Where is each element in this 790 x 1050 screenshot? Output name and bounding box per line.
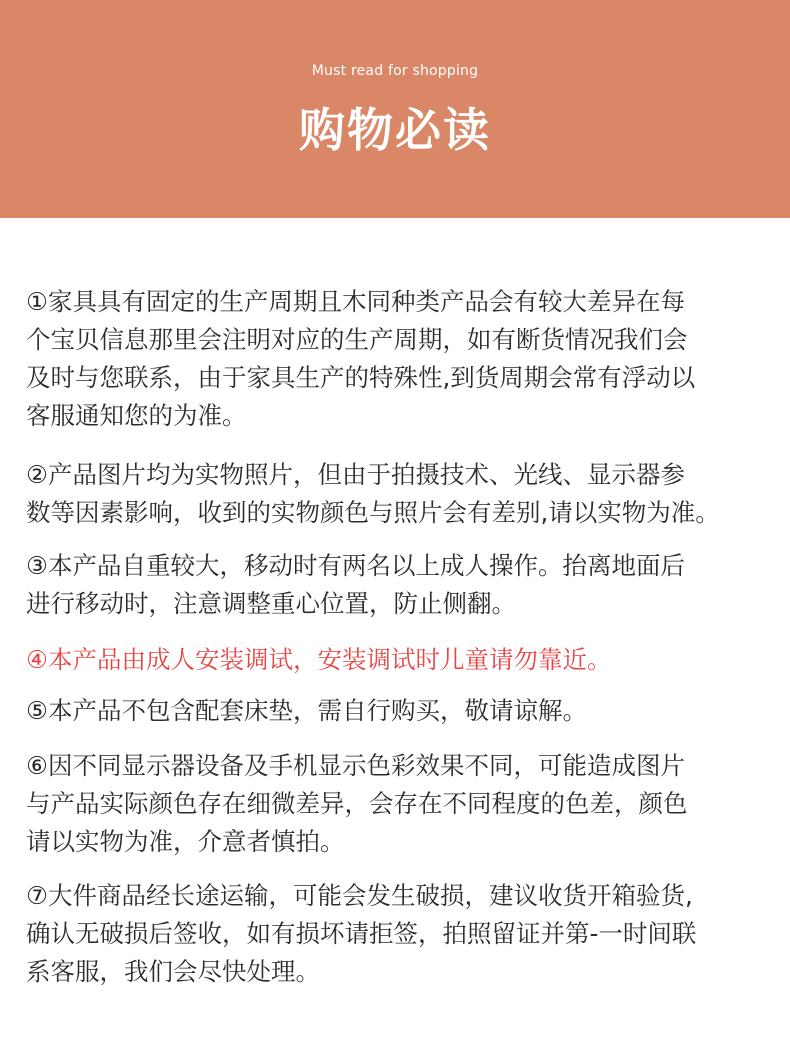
header-subtitle: Must read for shopping [311, 63, 479, 79]
notice-line: 与产品实际颜色存在细微差异，会存在不同程度的色差，颜色 [26, 789, 688, 818]
notice-line: ⑤本产品不包含配套床垫，需自行购买，敬请谅解。 [26, 696, 587, 725]
notice-line: 个宝贝信息那里会注明对应的生产周期，如有断货情况我们会 [26, 325, 688, 354]
notice-item-3 [26, 547, 778, 623]
notice-line: 客服通知您的为准。 [26, 401, 247, 430]
notice-line: ⑥因不同显示器设备及手机显示色彩效果不同，可能造成图片 [26, 751, 685, 780]
notice-item-5 [26, 692, 778, 730]
notice-line: ②产品图片均为实物照片，但由于拍摄技术、光线、显示器参 [26, 460, 685, 489]
notice-line: 确认无破损后签收，如有损坏请拒签，拍照留证并第-一时间联 [26, 919, 697, 948]
notice-item-6 [26, 747, 778, 861]
notice-line: 及时与您联系，由于家具生产的特殊性,到货周期会常有浮动以 [26, 363, 696, 392]
notice-line: 进行移动时，注意调整重心位置，防止侧翻。 [26, 589, 516, 618]
notice-line: 数等因素影响，收到的实物颜色与照片会有差别,请以实物为准。 [26, 498, 720, 527]
notice-item-2 [26, 456, 778, 532]
header-banner [0, 0, 790, 218]
notice-item-7 [26, 877, 778, 991]
notice-item-1 [26, 283, 778, 435]
notice-line: ⑦大件商品经长途运输，可能会发生破损，建议收货开箱验货, [26, 881, 693, 910]
notice-line: ④本产品由成人安装调试，安装调试时儿童请勿靠近。 [26, 645, 612, 674]
notice-line: 系客服，我们会尽快处理。 [26, 957, 320, 986]
notice-line: ①家具具有固定的生产周期且木同种类产品会有较大差异在每 [26, 287, 685, 316]
notice-item-4-warning [26, 641, 778, 679]
header-title: 购物必读 [299, 103, 491, 157]
notice-line: 请以实物为准，介意者慎拍。 [26, 827, 345, 856]
notice-line: ③本产品自重较大，移动时有两名以上成人操作。抬离地面后 [26, 551, 685, 580]
